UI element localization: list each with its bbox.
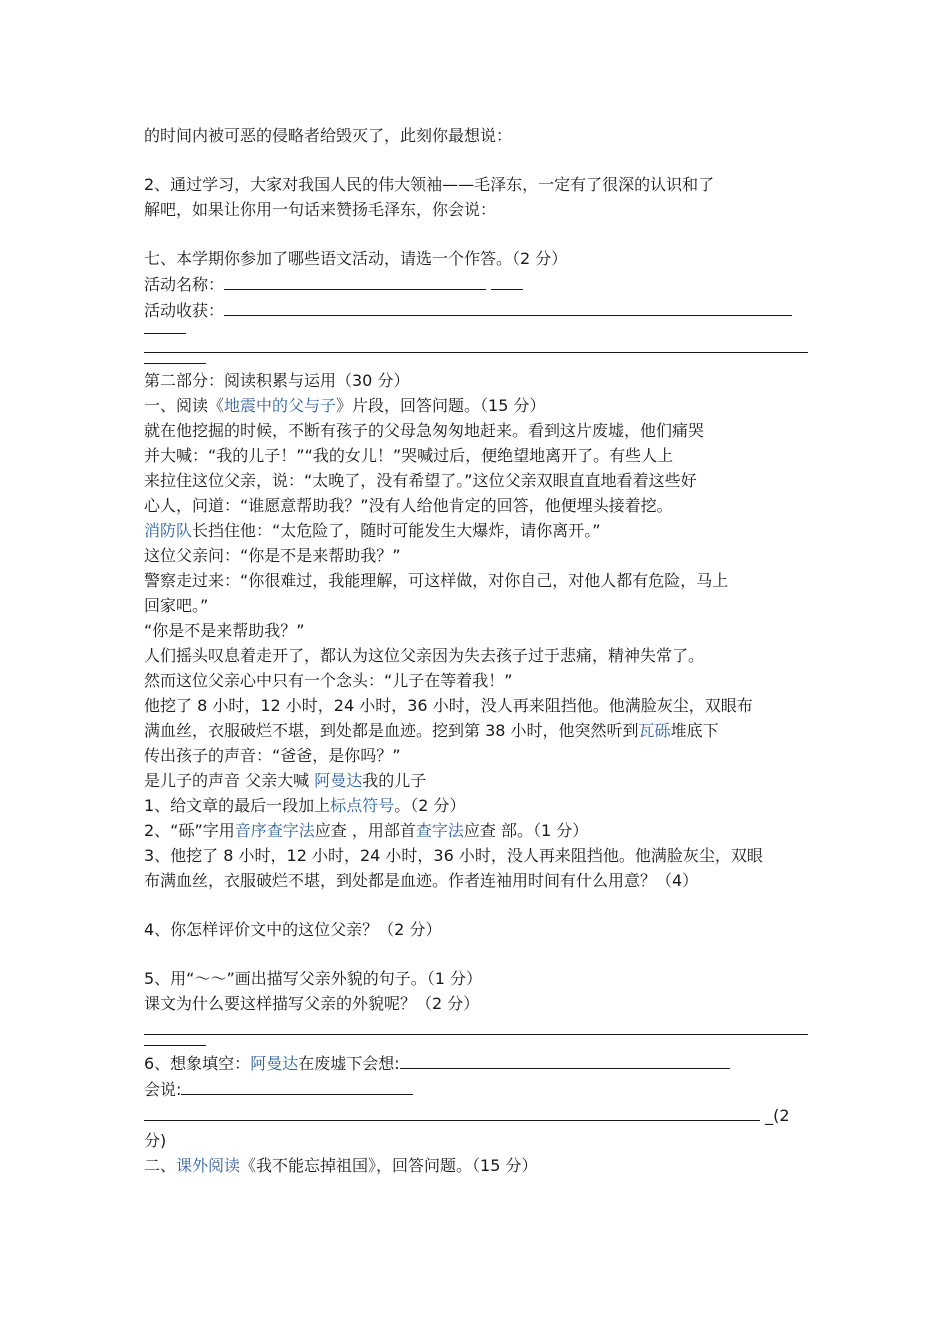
say-blank[interactable]: [181, 1076, 413, 1095]
passage-line: 回家吧。”: [144, 596, 209, 615]
answer-space: [144, 942, 808, 966]
text-link[interactable]: 瓦砾: [638, 721, 671, 740]
passage-line: 满血丝，衣服破烂不堪，到处都是血迹。挖到第 38 小时，他突然听到瓦砾堆底下: [144, 721, 719, 740]
activity-name-line: [144, 271, 808, 297]
text-link[interactable]: 音序查字法: [234, 821, 315, 840]
text-link[interactable]: 消防队: [144, 521, 193, 540]
question-line: 会说:: [144, 1076, 808, 1102]
answer-rule[interactable]: [144, 342, 808, 353]
part-heading: 第二部分：阅读积累与运用（30 分）: [144, 371, 410, 390]
think-blank[interactable]: [400, 1050, 730, 1069]
answer-space: [144, 148, 808, 172]
passage-line: 消防队长挡住他：“太危险了，随时可能发生大爆炸，请你离开。”: [144, 521, 601, 540]
activity-name-label: 活动名称：: [144, 275, 225, 294]
question-line: 布满血丝，衣服破烂不堪，到处都是血迹。作者连袖用时间有什么用意？（4）: [144, 871, 699, 890]
activity-gain-label: 活动收获：: [144, 301, 225, 320]
text-link[interactable]: 阿曼达: [250, 1054, 299, 1073]
answer-rule[interactable]: [144, 353, 206, 364]
question-line: 2、“砾”字用音序查字法应查 ，用部首查字法应查 部。（1 分）: [144, 821, 589, 840]
question-line: 2、通过学习，大家对我国人民的伟大领袖——毛泽东，一定有了很深的认识和了: [144, 175, 715, 194]
passage-line: 心人，问道：“谁愿意帮助我？”没有人给他肯定的回答，他便埋头接着挖。: [144, 496, 673, 515]
say-blank-continued[interactable]: [144, 1102, 760, 1121]
activity-gain-line: [144, 297, 808, 323]
answer-space: [144, 222, 808, 246]
document-content: [144, 123, 808, 1178]
text-link[interactable]: 查字法: [415, 821, 464, 840]
question-line: 1、给文章的最后一段加上标点符号。（2 分）: [144, 796, 466, 815]
activity-gain-blank[interactable]: [224, 297, 792, 316]
question-line: 4、你怎样评价文中的这位父亲？（2 分）: [144, 920, 442, 939]
passage-line: 他挖了 8 小时，12 小时，24 小时，36 小时，没人再来阻挡他。他满脸灰尘，双眼布: [144, 696, 753, 715]
answer-rule[interactable]: [144, 1024, 808, 1035]
question-line: 6、想象填空：阿曼达在废墟下会想:: [144, 1050, 808, 1076]
text-link[interactable]: 地震中的父与子: [224, 396, 337, 415]
question-line: 的时间内被可恶的侵略者给毁灭了，此刻你最想说：: [144, 126, 513, 145]
text-link[interactable]: 阿曼达: [314, 771, 363, 790]
passage-line: 人们摇头叹息着走开了，都认为这位父亲因为失去孩子过于悲痛，精神失常了。: [144, 646, 705, 665]
activity-name-blank[interactable]: [224, 271, 486, 290]
question-line: _(2: [144, 1102, 808, 1128]
passage-line: 就在他挖掘的时候，不断有孩子的父母急匆匆地赶来。看到这片废墟，他们痛哭: [144, 421, 705, 440]
passage-line: 这位父亲问：“你是不是来帮助我？”: [144, 546, 401, 565]
reading-heading: 二、课外阅读《我不能忘掉祖国》，回答问题。（15 分）: [144, 1156, 538, 1175]
answer-rule[interactable]: [144, 1035, 206, 1046]
reading-heading: 一、阅读《地震中的父与子》片段，回答问题。（15 分）: [144, 396, 546, 415]
section-heading: 七、本学期你参加了哪些语文活动，请选一个作答。（2 分）: [144, 249, 568, 268]
passage-line: 然而这位父亲心中只有一个念头：“儿子在等着我！”: [144, 671, 513, 690]
passage-line: 来拉住这位父亲，说：“太晚了，没有希望了。”这位父亲双眼直直地看着这些好: [144, 471, 697, 490]
question-line: 5、用“～～”画出描写父亲外貌的句子。（1 分）: [144, 969, 483, 988]
passage-line: 是儿子的声音 父亲大喊 阿曼达我的儿子: [144, 771, 427, 790]
passage-line: 警察走过来：“你很难过，我能理解，可这样做，对你自己，对他人都有危险，马上: [144, 571, 729, 590]
answer-space: [144, 893, 808, 917]
answer-rule[interactable]: [144, 323, 186, 334]
question-line: 课文为什么要这样描写父亲的外貌呢？（2 分）: [144, 994, 480, 1013]
activity-name-blank-tail[interactable]: [491, 271, 523, 290]
passage-line: 传出孩子的声音：“爸爸，是你吗？”: [144, 746, 401, 765]
question-line: 3、他挖了 8 小时，12 小时，24 小时，36 小时，没人再来阻挡他。他满脸灰尘，双眼: [144, 846, 763, 865]
text-link[interactable]: 标点符号: [330, 796, 395, 815]
question-line: 分): [144, 1131, 167, 1150]
passage-line: “你是不是来帮助我？”: [144, 621, 305, 640]
text-link[interactable]: 课外阅读: [176, 1156, 241, 1175]
question-line: 解吧，如果让你用一句话来赞扬毛泽东，你会说：: [144, 200, 497, 219]
passage-line: 并大喊：“我的儿子！”“我的女儿！”哭喊过后，便绝望地离开了。有些人上: [144, 446, 674, 465]
